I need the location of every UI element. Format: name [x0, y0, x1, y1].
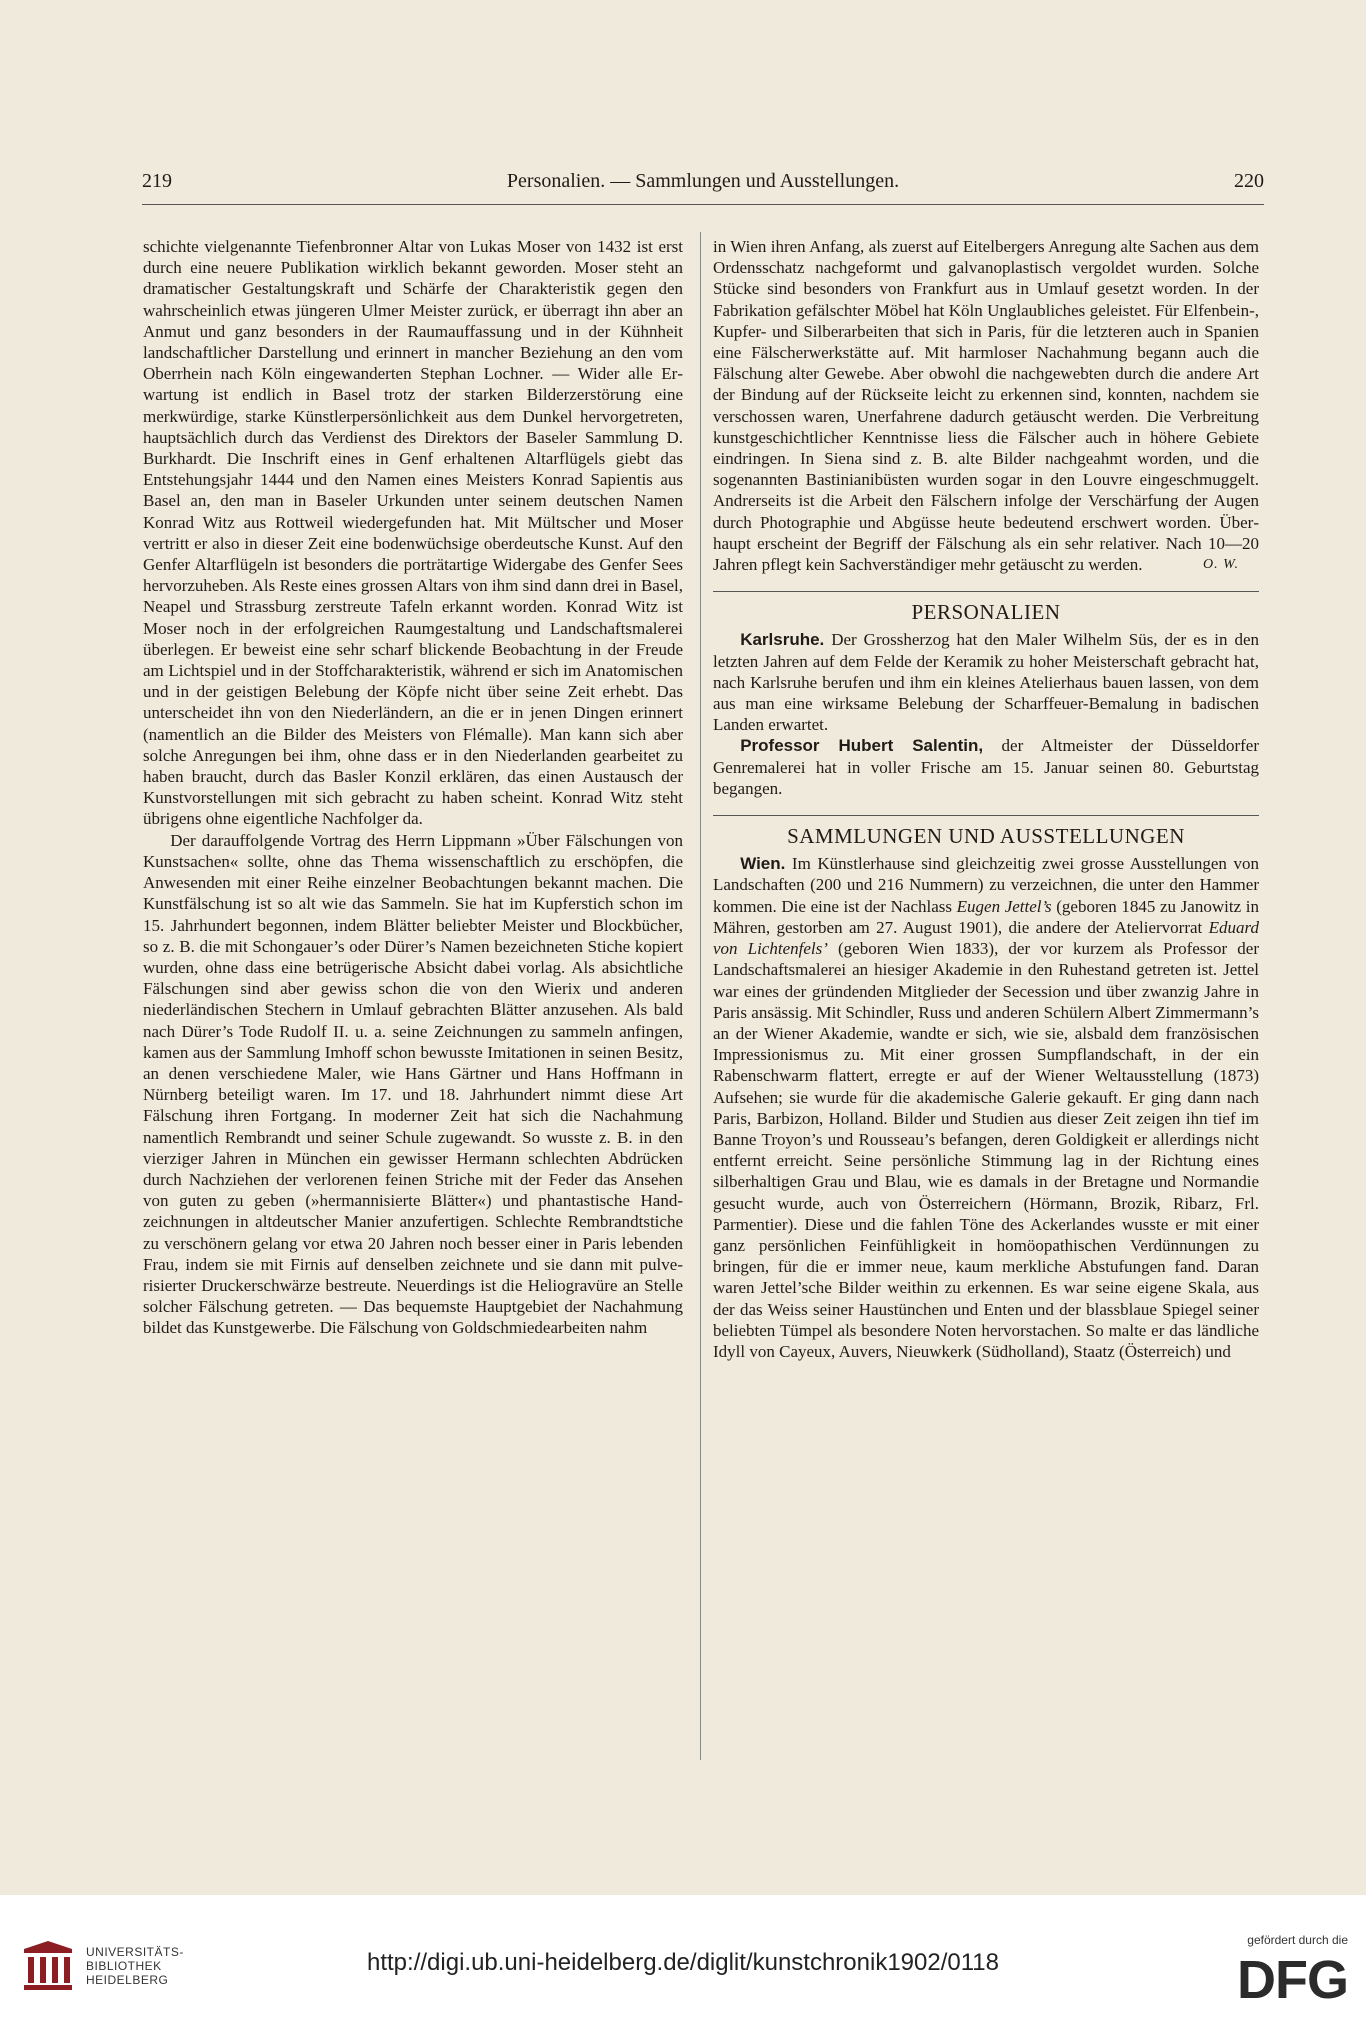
source-url[interactable]: http://digi.ub.uni-heidelberg.de/diglit/kunstchronik1902/0118	[367, 1949, 999, 1976]
header-rule	[142, 204, 1264, 205]
page-number-left: 219	[142, 170, 172, 192]
digitization-footer	[0, 1895, 1366, 2031]
paragraph	[713, 853, 1259, 1362]
paragraph: schichte vielgenannte Tiefenbronner Altar von Lukas Moser von 1432 ist erst durch eine neuere Publikation wirklich bekannt geworden. Moser steht an dramatischer Gestaltungskraft und Schärfe der Charakteristik gegen den wahrscheinlich etwas jüngeren Ulmer Meister zurück, er überragt ihn aber an Anmut und ganz besonders in der Raumauffassung und in der Kühnheit landschaftlicher Darstellung und erinnert in mancher Beziehung an den vom Oberrhein nach Köln eingewanderten Stephan Lochner. — Wider alle Erwartung ist endlich in Basel trotz der starken Bilderzerstörung eine merkwürdige, starke Künstlerpersönlichkeit aus dem Dunkel hervorgetreten, hauptsächlich durch das Verdienst des Direktors der Baseler Sammlung D. Burkhardt. Die Inschrift eines in Genf erhaltenen Altarflügels giebt das Entstehungsjahr 1444 und den Namen eines Meisters Konrad Sapientis aus Basel an, den man in Baseler Urkunden unter seinem deutschen Namen Konrad Witz aus Rottweil wiedergefunden hat. Mit Mültscher und Moser vertritt er also in dieser Zeit eine bodenwüchsige oberdeutsche Kunst. Auf den Genfer Altarflügeln ist besonders die porträtartige Widergabe des Genfer Sees hervorzuheben. Als Reste eines grossen Altars von ihm sind dann drei in Basel, Neapel und Strassburg zerstreute Tafeln erkannt worden. Konrad Witz ist Moser noch in der erfolgreichen Raumgestaltung und Landschaftsmalerei überlegen. Er beweist eine sehr scharf blickende Beobachtung in der Freude am Lichtspiel und in der Stoffcharakteristik, während er sich im Anatomischen und in der geistigen Belebung der Köpfe nicht über seine Zeit erhebt. Das unterscheidet ihn von den Niederländern, an die er in jenen Dingen erinnert (namentlich an die Bilder des Meisters von Flémalle). Man kann sich aber solche Anregungen bei ihm, ohne dass er in den Niederlanden gearbeitet zu haben braucht, durch das Basler Konzil erklären, das einen Austausch der Kunstvorstellungen mit sich gebracht zu haben scheint. Konrad Witz steht übrigens ohne eigentliche Nachfolger da.	[143, 237, 683, 829]
library-name	[86, 1945, 184, 1987]
library-name-line: BIBLIOTHEK	[86, 1959, 162, 1973]
paragraph-text: (geboren Wien 1833), der vor kurzem als Professor der Landschaftsmalerei an hiesiger Akademie in den Ruhestand getreten ist. Jettel war eines der gründenden Mitglieder der Secession und über zwanzig Jahre in Paris ansässig. Mit Schindler, Russ und anderen Schülern Albert Zimmermann’s an der Wiener Akademie, wandte er sich, wie sie, alsbald dem französischen Impressionismus zu. Mit einer grossen Sumpflandschaft, in der ein Rabenschwarm flattert, erregte er auf der Wiener Weltausstellung (1873) Aufsehen; sie wurde für die akademische Galerie gekauft. Er ging dann nach Paris, Barbizon, Holland. Bilder und Studien aus dieser Zeit zeigen ihn tief im Banne Troyon’s und Rousseau’s befangen, deren Goldigkeit er allerdings nicht entfernt erreicht. Seine persönliche Stimmung lag in der Richtung eines silberhaltigen Grau und Blau, wie es damals in der Bretagne und Normandie gesucht wurde, auch von Österreichern (Hörmann, Brozik, Ribarz, Frl. Parmentier). Diese und die fahlen Töne des Ackerlandes wusste er mit einer ganz persönlichen Feinfühligkeit in homöopathischen Verdünnungen zu bringen, für die er immer neue, kaum merkliche Abstufungen fand. Daran waren Jettel’sche Bilder weithin zu erkennen. Es war seine eigene Skala, aus der das Weiss seiner Haustünchen und Enten und der blassblaue Spiegel seiner beliebten Tümpel als besondere Noten hervorstachen. So malte er das ländliche Idyll von Cayeux, Auvers, Nieuwkerk (Südholland), Staatz (Österreich) und	[713, 939, 1259, 1361]
place-name: Karlsruhe.	[740, 630, 825, 650]
left-column	[143, 236, 683, 1339]
section-heading-sammlungen: SAMMLUNGEN UND AUSSTELLUNGEN	[787, 824, 1185, 849]
dfg-logo: DFG	[1237, 1950, 1348, 2010]
author-signature: O. W.	[1203, 557, 1239, 573]
paragraph	[713, 629, 1259, 735]
paragraph-text: Im Künstlerhause sind gleichzeitig zwei grosse Ausstellungen von Landschaften (200 und 216 Nummern) zu verzeichnen, die unter den Hammer kommen. Die eine ist der Nachlass	[713, 854, 1259, 916]
funding-note: gefördert durch die	[1247, 1933, 1348, 1947]
running-title: Personalien. — Sammlungen und Ausstellungen.	[506, 170, 900, 192]
paragraph: Der darauffolgende Vortrag des Herrn Lippmann »Über Fälschungen von Kunstsachen« sollte, ohne das Thema wissenschaftlich zu erschöpfen, die Anwesenden mit einer Reihe einzelner Beobachtungen bekannt machen. Die Kunstfälschung ist so alt wie das Sammeln. Sie hat im Kupferstich schon im 15. Jahrhundert begonnen, indem Blätter beliebter Meister und Blockbücher, so z. B. die mit Schongauer’s oder Dürer’s Namen bezeichneten Stiche kopiert wurden, ohne dass eine betrügerische Absicht dabei vorlag. Als absichtliche Fälschungen sind aber gewiss schon die von den Wierix und anderen niederländischen Stechern in Umlauf gebrachten Blätter anzusehen. Als bald nach Dürer’s Tode Rudolf II. u. a. seine Zeichnungen zu sammeln anfingen, kamen aus der Sammlung Imhoff schon bewusste Imitationen in seinen Besitz, an denen verschiedene Maler, wie Hans Gärtner und Hans Hoffmann in Nürnberg beteiligt waren. Im 17. und 18. Jahrhundert nimmt diese Art Fälschung ihren Fortgang. In moderner Zeit hat sich die Nachahmung namentlich Rembrandt und seiner Schule zugewandt. So wusste z. B. in den vierziger Jahren in München ein gewisser Hermann schlechten Abdrücken durch Nachziehen der verlorenen feinen Striche mit der Feder das Ansehen von guten zu geben (»hermannisierte Blätter«) und phantastische Handzeichnungen in altdeutscher Manier anzufertigen. Schlechte Rembrandtstiche zu verschönern gelang vor etwa 20 Jahren noch besser einer in Paris lebenden Frau, indem sie mit Firnis auf denselben zeichnete und sie dann mit pulverisierter Druckerschwärze bestreute. Neuerdings ist die Heliogravüre an Stelle solcher Fälschung getreten. — Das bequemste Hauptgebiet der Nachahmung bildet das Kunstgewerbe. Die Fälschung von Goldschmiedearbeiten nahm	[143, 830, 683, 1338]
paragraph	[713, 236, 1259, 575]
section-rule	[713, 591, 1259, 592]
section-rule	[713, 815, 1259, 816]
place-name: Wien.	[740, 854, 786, 874]
university-library-logo-icon	[18, 1937, 78, 1997]
paragraph-text: der Altmeister der Düsseldorfer Genremalerei hat in voller Frische am 15. Januar seinen 80. Geburtstag begangen.	[713, 736, 1260, 798]
paragraph	[713, 735, 1259, 799]
paragraph-text: Der Grossherzog hat den Maler Wilhelm Süs, der es in den letzten Jahren auf dem Felde der Keramik zu hoher Meisterschaft gebracht hat, nach Karlsruhe berufen und ihm ein kleines Atelierhaus bauen lassen, von dem aus man eine wirksame Belebung der Scharffeuer-Bemalung in badischen Landen erwartet.	[713, 630, 1259, 735]
paragraph-text: (geboren 1845 zu Janowitz in Mähren, gestorben am 27. August 1901), die andere der Ateliervorrat	[713, 896, 1259, 937]
person-name: Professor Hubert Salentin,	[740, 736, 984, 756]
paragraph-text: in Wien ihren Anfang, als zuerst auf Eitelbergers Anregung alte Sachen aus dem Ordensschatz nachgeformt und galvanoplastisch vergoldet wurden. Solche Stücke sind besonders von Frankfurt aus in Umlauf gesetzt worden. In der Fabrikation gefälschter Möbel hat Köln Unglaubliches geleistet. Für Elfenbein-, Kupfer- und Silberarbeiten that sich in Paris, für die letzteren auch in Spanien eine Fälscherwerkstätte auf. Mit harmloser Nachahmung begann auch die Fälschung alter Gewebe. Aber obwohl die nachgewebten durch die andere Art der Bindung auf der Rückseite leicht zu erkennen sind, konnten, nachdem sie verschossen waren, Unerfahrene dadurch getäuscht werden. Die Verbreitung kunstgeschichtlicher Kenntnisse liess die Fälscher auch in höhere Gebiete eindringen. In Siena sind z. B. alte Bilder nachgeahmt worden, und die sogenannten Bastinianibüsten wurden sogar in den Louvre eingeschmuggelt. Andrerseits ist die Arbeit den Fälschern infolge der Verschärfung der Augen durch Photographie und Abgüsse heute bedeutend erschwert worden. Überhaupt erscheint der Begriff der Fälschung als ein sehr relativer. Nach 10—20 Jahren pflegt kein Sachverständiger mehr getäuscht zu werden.	[713, 237, 1259, 575]
running-head	[142, 170, 1264, 200]
artist-name: Eugen Jettel’s	[956, 896, 1052, 916]
page-number-right: 220	[1234, 170, 1264, 192]
section-heading-personalien: PERSONALIEN	[911, 600, 1061, 625]
library-name-line: UNIVERSITÄTS-	[86, 1945, 184, 1959]
artist-name: Eduard von Lichtenfels’	[713, 917, 1259, 959]
column-divider	[700, 232, 701, 1760]
library-name-line: HEIDELBERG	[86, 1973, 169, 1987]
right-column	[713, 236, 1259, 1362]
